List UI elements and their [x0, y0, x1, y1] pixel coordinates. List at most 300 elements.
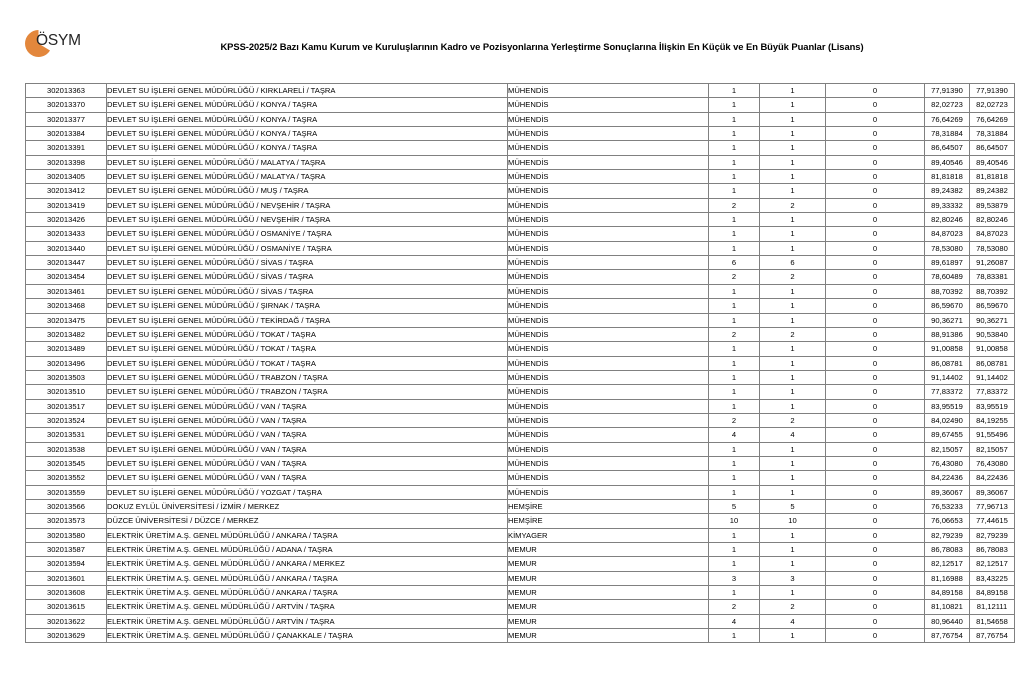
cell-en-buyuk-puan: 84,22436 [970, 471, 1015, 485]
cell-kurum: DEVLET SU İŞLERİ GENEL MÜDÜRLÜĞÜ / TRABZON / TAŞRA [107, 385, 508, 399]
cell-kontenjan: 4 [709, 428, 760, 442]
cell-yerlesen: 1 [760, 456, 826, 470]
cell-unvan: MÜHENDİS [508, 241, 709, 255]
cell-unvan: MÜHENDİS [508, 370, 709, 384]
cell-yerlesen: 1 [760, 557, 826, 571]
table-row [26, 284, 1015, 298]
cell-yerlesen: 1 [760, 586, 826, 600]
cell-bos: 0 [826, 557, 925, 571]
table-row [26, 586, 1015, 600]
cell-unvan: MÜHENDİS [508, 342, 709, 356]
cell-unvan: MÜHENDİS [508, 227, 709, 241]
cell-bos: 0 [826, 586, 925, 600]
table-row [26, 198, 1015, 212]
cell-en-buyuk-puan: 81,12111 [970, 600, 1015, 614]
cell-yerlesen: 1 [760, 528, 826, 542]
cell-en-buyuk-puan: 91,14402 [970, 370, 1015, 384]
table-row [26, 543, 1015, 557]
cell-kurum: DEVLET SU İŞLERİ GENEL MÜDÜRLÜĞÜ / MALATYA / TAŞRA [107, 170, 508, 184]
cell-en-kucuk-puan: 82,15057 [925, 442, 970, 456]
cell-kod: 302013510 [26, 385, 107, 399]
cell-en-buyuk-puan: 86,78083 [970, 543, 1015, 557]
cell-en-buyuk-puan: 82,80246 [970, 213, 1015, 227]
table-row [26, 614, 1015, 628]
cell-bos: 0 [826, 456, 925, 470]
cell-kurum: DEVLET SU İŞLERİ GENEL MÜDÜRLÜĞÜ / KONYA / TAŞRA [107, 98, 508, 112]
cell-en-buyuk-puan: 89,36067 [970, 485, 1015, 499]
table-row [26, 428, 1015, 442]
cell-en-buyuk-puan: 82,15057 [970, 442, 1015, 456]
table-row [26, 256, 1015, 270]
table-row [26, 313, 1015, 327]
cell-kurum: DEVLET SU İŞLERİ GENEL MÜDÜRLÜĞÜ / VAN / TAŞRA [107, 428, 508, 442]
table-row [26, 485, 1015, 499]
cell-bos: 0 [826, 256, 925, 270]
cell-unvan: MÜHENDİS [508, 213, 709, 227]
table-row [26, 213, 1015, 227]
cell-en-kucuk-puan: 82,80246 [925, 213, 970, 227]
table-row [26, 413, 1015, 427]
cell-kod: 302013363 [26, 84, 107, 98]
cell-kod: 302013594 [26, 557, 107, 571]
cell-kontenjan: 1 [709, 342, 760, 356]
cell-en-buyuk-puan: 86,08781 [970, 356, 1015, 370]
cell-unvan: MÜHENDİS [508, 399, 709, 413]
cell-yerlesen: 5 [760, 499, 826, 513]
table-row [26, 356, 1015, 370]
cell-yerlesen: 1 [760, 213, 826, 227]
cell-kod: 302013475 [26, 313, 107, 327]
table-row [26, 370, 1015, 384]
cell-kurum: DEVLET SU İŞLERİ GENEL MÜDÜRLÜĞÜ / VAN / TAŞRA [107, 471, 508, 485]
cell-bos: 0 [826, 514, 925, 528]
cell-bos: 0 [826, 600, 925, 614]
cell-bos: 0 [826, 629, 925, 643]
cell-en-kucuk-puan: 77,83372 [925, 385, 970, 399]
cell-kontenjan: 1 [709, 586, 760, 600]
cell-en-buyuk-puan: 78,31884 [970, 127, 1015, 141]
cell-kontenjan: 2 [709, 270, 760, 284]
page-title: KPSS-2025/2 Bazı Kamu Kurum ve Kuruluşlarının Kadro ve Pozisyonlarına Yerleştirme Sonuçlarına İlişkin En Küçük ve En Büyük Puanlar (Lisans) [220, 41, 864, 52]
cell-en-buyuk-puan: 86,59670 [970, 299, 1015, 313]
cell-en-kucuk-puan: 90,36271 [925, 313, 970, 327]
cell-kontenjan: 1 [709, 629, 760, 643]
cell-kurum: ELEKTRİK ÜRETİM A.Ş. GENEL MÜDÜRLÜĞÜ / ANKARA / MERKEZ [107, 557, 508, 571]
cell-yerlesen: 1 [760, 543, 826, 557]
cell-en-buyuk-puan: 77,96713 [970, 499, 1015, 513]
cell-unvan: MÜHENDİS [508, 413, 709, 427]
cell-kurum: ELEKTRİK ÜRETİM A.Ş. GENEL MÜDÜRLÜĞÜ / ARTVİN / TAŞRA [107, 614, 508, 628]
cell-kurum: DEVLET SU İŞLERİ GENEL MÜDÜRLÜĞÜ / OSMANİYE / TAŞRA [107, 227, 508, 241]
cell-bos: 0 [826, 155, 925, 169]
cell-kod: 302013391 [26, 141, 107, 155]
cell-kontenjan: 1 [709, 241, 760, 255]
cell-en-kucuk-puan: 89,33332 [925, 198, 970, 212]
cell-unvan: MEMUR [508, 571, 709, 585]
cell-kod: 302013440 [26, 241, 107, 255]
cell-yerlesen: 1 [760, 629, 826, 643]
table-row [26, 327, 1015, 341]
cell-kod: 302013384 [26, 127, 107, 141]
cell-unvan: MEMUR [508, 586, 709, 600]
cell-yerlesen: 1 [760, 284, 826, 298]
cell-bos: 0 [826, 184, 925, 198]
cell-bos: 0 [826, 370, 925, 384]
cell-bos: 0 [826, 299, 925, 313]
cell-en-buyuk-puan: 82,79239 [970, 528, 1015, 542]
cell-yerlesen: 1 [760, 155, 826, 169]
cell-en-buyuk-puan: 84,87023 [970, 227, 1015, 241]
cell-kod: 302013629 [26, 629, 107, 643]
cell-en-kucuk-puan: 89,61897 [925, 256, 970, 270]
table-row [26, 528, 1015, 542]
cell-kurum: DEVLET SU İŞLERİ GENEL MÜDÜRLÜĞÜ / KONYA / TAŞRA [107, 127, 508, 141]
cell-kod: 302013524 [26, 413, 107, 427]
cell-yerlesen: 1 [760, 227, 826, 241]
cell-en-kucuk-puan: 82,12517 [925, 557, 970, 571]
cell-bos: 0 [826, 471, 925, 485]
cell-unvan: MÜHENDİS [508, 327, 709, 341]
cell-unvan: MÜHENDİS [508, 313, 709, 327]
cell-bos: 0 [826, 227, 925, 241]
cell-yerlesen: 4 [760, 614, 826, 628]
table-row [26, 112, 1015, 126]
cell-kurum: DEVLET SU İŞLERİ GENEL MÜDÜRLÜĞÜ / SİVAS / TAŞRA [107, 256, 508, 270]
cell-yerlesen: 2 [760, 198, 826, 212]
cell-kontenjan: 1 [709, 543, 760, 557]
cell-en-buyuk-puan: 84,19255 [970, 413, 1015, 427]
cell-kontenjan: 1 [709, 184, 760, 198]
table-row [26, 456, 1015, 470]
cell-en-kucuk-puan: 76,06653 [925, 514, 970, 528]
cell-yerlesen: 2 [760, 327, 826, 341]
cell-en-kucuk-puan: 82,79239 [925, 528, 970, 542]
cell-en-kucuk-puan: 78,60489 [925, 270, 970, 284]
table-row [26, 155, 1015, 169]
table-row [26, 227, 1015, 241]
cell-kod: 302013405 [26, 170, 107, 184]
cell-kontenjan: 1 [709, 528, 760, 542]
cell-kontenjan: 1 [709, 213, 760, 227]
table-row [26, 442, 1015, 456]
table-row [26, 499, 1015, 513]
table-row [26, 557, 1015, 571]
cell-kurum: ELEKTRİK ÜRETİM A.Ş. GENEL MÜDÜRLÜĞÜ / ÇANAKKALE / TAŞRA [107, 629, 508, 643]
cell-en-kucuk-puan: 83,95519 [925, 399, 970, 413]
cell-en-kucuk-puan: 76,53233 [925, 499, 970, 513]
cell-en-buyuk-puan: 82,02723 [970, 98, 1015, 112]
cell-unvan: MÜHENDİS [508, 442, 709, 456]
cell-yerlesen: 1 [760, 485, 826, 499]
cell-kod: 302013419 [26, 198, 107, 212]
cell-kod: 302013601 [26, 571, 107, 585]
cell-kurum: DEVLET SU İŞLERİ GENEL MÜDÜRLÜĞÜ / KIRKLARELİ / TAŞRA [107, 84, 508, 98]
cell-unvan: MÜHENDİS [508, 471, 709, 485]
cell-bos: 0 [826, 284, 925, 298]
cell-kurum: ELEKTRİK ÜRETİM A.Ş. GENEL MÜDÜRLÜĞÜ / ANKARA / TAŞRA [107, 571, 508, 585]
cell-en-buyuk-puan: 91,55496 [970, 428, 1015, 442]
table-row [26, 299, 1015, 313]
cell-unvan: MÜHENDİS [508, 84, 709, 98]
cell-kontenjan: 1 [709, 127, 760, 141]
cell-kod: 302013377 [26, 112, 107, 126]
cell-bos: 0 [826, 356, 925, 370]
cell-unvan: MEMUR [508, 614, 709, 628]
cell-en-buyuk-puan: 76,64269 [970, 112, 1015, 126]
cell-yerlesen: 1 [760, 184, 826, 198]
cell-kod: 302013552 [26, 471, 107, 485]
cell-kurum: DEVLET SU İŞLERİ GENEL MÜDÜRLÜĞÜ / OSMANİYE / TAŞRA [107, 241, 508, 255]
cell-kod: 302013426 [26, 213, 107, 227]
cell-en-buyuk-puan: 78,83381 [970, 270, 1015, 284]
cell-unvan: MEMUR [508, 629, 709, 643]
cell-kurum: DEVLET SU İŞLERİ GENEL MÜDÜRLÜĞÜ / TOKAT / TAŞRA [107, 327, 508, 341]
cell-en-kucuk-puan: 78,31884 [925, 127, 970, 141]
cell-en-buyuk-puan: 87,76754 [970, 629, 1015, 643]
table-row [26, 629, 1015, 643]
cell-kurum: DEVLET SU İŞLERİ GENEL MÜDÜRLÜĞÜ / MALATYA / TAŞRA [107, 155, 508, 169]
cell-yerlesen: 1 [760, 342, 826, 356]
cell-kurum: DEVLET SU İŞLERİ GENEL MÜDÜRLÜĞÜ / NEVŞEHİR / TAŞRA [107, 213, 508, 227]
cell-en-kucuk-puan: 89,36067 [925, 485, 970, 499]
table-row [26, 270, 1015, 284]
cell-en-kucuk-puan: 88,70392 [925, 284, 970, 298]
cell-yerlesen: 1 [760, 442, 826, 456]
cell-unvan: HEMŞİRE [508, 499, 709, 513]
cell-kontenjan: 1 [709, 155, 760, 169]
cell-kontenjan: 1 [709, 399, 760, 413]
cell-unvan: MÜHENDİS [508, 155, 709, 169]
cell-kod: 302013454 [26, 270, 107, 284]
cell-kontenjan: 1 [709, 284, 760, 298]
table-row [26, 84, 1015, 98]
cell-bos: 0 [826, 342, 925, 356]
cell-kurum: DOKUZ EYLÜL ÜNİVERSİTESİ / İZMİR / MERKEZ [107, 499, 508, 513]
cell-en-buyuk-puan: 77,44615 [970, 514, 1015, 528]
cell-en-buyuk-puan: 77,83372 [970, 385, 1015, 399]
cell-kurum: DEVLET SU İŞLERİ GENEL MÜDÜRLÜĞÜ / VAN / TAŞRA [107, 442, 508, 456]
document-header [0, 0, 1024, 62]
cell-kod: 302013538 [26, 442, 107, 456]
cell-bos: 0 [826, 614, 925, 628]
cell-kontenjan: 1 [709, 471, 760, 485]
table-row [26, 385, 1015, 399]
cell-unvan: MEMUR [508, 600, 709, 614]
cell-en-kucuk-puan: 86,64507 [925, 141, 970, 155]
cell-en-buyuk-puan: 91,26087 [970, 256, 1015, 270]
cell-en-buyuk-puan: 90,36271 [970, 313, 1015, 327]
cell-kod: 302013615 [26, 600, 107, 614]
cell-kurum: DEVLET SU İŞLERİ GENEL MÜDÜRLÜĞÜ / KONYA / TAŞRA [107, 141, 508, 155]
cell-unvan: MÜHENDİS [508, 256, 709, 270]
cell-unvan: MEMUR [508, 557, 709, 571]
cell-bos: 0 [826, 499, 925, 513]
cell-en-buyuk-puan: 91,00858 [970, 342, 1015, 356]
cell-bos: 0 [826, 442, 925, 456]
cell-en-buyuk-puan: 88,70392 [970, 284, 1015, 298]
cell-kod: 302013468 [26, 299, 107, 313]
cell-kurum: DEVLET SU İŞLERİ GENEL MÜDÜRLÜĞÜ / VAN / TAŞRA [107, 413, 508, 427]
table-row [26, 571, 1015, 585]
cell-kontenjan: 5 [709, 499, 760, 513]
cell-en-buyuk-puan: 90,53840 [970, 327, 1015, 341]
cell-unvan: MÜHENDİS [508, 356, 709, 370]
cell-kontenjan: 1 [709, 356, 760, 370]
cell-unvan: MÜHENDİS [508, 284, 709, 298]
cell-kurum: DÜZCE ÜNİVERSİTESİ / DÜZCE / MERKEZ [107, 514, 508, 528]
cell-kontenjan: 1 [709, 141, 760, 155]
cell-unvan: MÜHENDİS [508, 98, 709, 112]
cell-unvan: MÜHENDİS [508, 141, 709, 155]
table-row [26, 184, 1015, 198]
cell-kurum: DEVLET SU İŞLERİ GENEL MÜDÜRLÜĞÜ / MUŞ / TAŞRA [107, 184, 508, 198]
cell-bos: 0 [826, 84, 925, 98]
cell-en-kucuk-puan: 76,43080 [925, 456, 970, 470]
cell-kontenjan: 1 [709, 299, 760, 313]
table-row [26, 342, 1015, 356]
cell-kontenjan: 2 [709, 413, 760, 427]
cell-unvan: MÜHENDİS [508, 127, 709, 141]
table-row [26, 241, 1015, 255]
cell-unvan: MÜHENDİS [508, 385, 709, 399]
cell-yerlesen: 3 [760, 571, 826, 585]
cell-unvan: MÜHENDİS [508, 428, 709, 442]
cell-yerlesen: 1 [760, 385, 826, 399]
cell-bos: 0 [826, 485, 925, 499]
cell-en-buyuk-puan: 82,12517 [970, 557, 1015, 571]
cell-en-kucuk-puan: 81,16988 [925, 571, 970, 585]
cell-kod: 302013622 [26, 614, 107, 628]
cell-en-kucuk-puan: 82,02723 [925, 98, 970, 112]
cell-en-kucuk-puan: 89,24382 [925, 184, 970, 198]
cell-unvan: MÜHENDİS [508, 485, 709, 499]
cell-bos: 0 [826, 528, 925, 542]
table-row [26, 141, 1015, 155]
cell-unvan: MÜHENDİS [508, 270, 709, 284]
cell-en-kucuk-puan: 91,00858 [925, 342, 970, 356]
cell-kod: 302013496 [26, 356, 107, 370]
cell-kurum: DEVLET SU İŞLERİ GENEL MÜDÜRLÜĞÜ / VAN / TAŞRA [107, 399, 508, 413]
cell-bos: 0 [826, 313, 925, 327]
table-row [26, 471, 1015, 485]
cell-en-kucuk-puan: 87,76754 [925, 629, 970, 643]
cell-kontenjan: 10 [709, 514, 760, 528]
cell-kurum: DEVLET SU İŞLERİ GENEL MÜDÜRLÜĞÜ / TEKİRDAĞ / TAŞRA [107, 313, 508, 327]
cell-yerlesen: 1 [760, 84, 826, 98]
cell-en-kucuk-puan: 91,14402 [925, 370, 970, 384]
cell-en-kucuk-puan: 84,87023 [925, 227, 970, 241]
cell-kontenjan: 1 [709, 98, 760, 112]
cell-en-kucuk-puan: 86,78083 [925, 543, 970, 557]
cell-yerlesen: 6 [760, 256, 826, 270]
results-table [25, 83, 1015, 643]
cell-unvan: MÜHENDİS [508, 456, 709, 470]
cell-kod: 302013580 [26, 528, 107, 542]
cell-bos: 0 [826, 213, 925, 227]
cell-kurum: ELEKTRİK ÜRETİM A.Ş. GENEL MÜDÜRLÜĞÜ / ADANA / TAŞRA [107, 543, 508, 557]
cell-unvan: MÜHENDİS [508, 112, 709, 126]
cell-yerlesen: 10 [760, 514, 826, 528]
cell-bos: 0 [826, 399, 925, 413]
cell-unvan: MEMUR [508, 543, 709, 557]
cell-kurum: DEVLET SU İŞLERİ GENEL MÜDÜRLÜĞÜ / TRABZON / TAŞRA [107, 370, 508, 384]
cell-en-kucuk-puan: 77,91390 [925, 84, 970, 98]
cell-yerlesen: 1 [760, 471, 826, 485]
cell-en-buyuk-puan: 89,24382 [970, 184, 1015, 198]
table-row [26, 399, 1015, 413]
cell-unvan: KİMYAGER [508, 528, 709, 542]
cell-yerlesen: 1 [760, 299, 826, 313]
cell-kontenjan: 1 [709, 442, 760, 456]
cell-en-buyuk-puan: 86,64507 [970, 141, 1015, 155]
cell-kurum: DEVLET SU İŞLERİ GENEL MÜDÜRLÜĞÜ / NEVŞEHİR / TAŞRA [107, 198, 508, 212]
cell-kontenjan: 1 [709, 170, 760, 184]
cell-kurum: DEVLET SU İŞLERİ GENEL MÜDÜRLÜĞÜ / TOKAT / TAŞRA [107, 342, 508, 356]
cell-bos: 0 [826, 198, 925, 212]
cell-yerlesen: 1 [760, 98, 826, 112]
cell-unvan: HEMŞİRE [508, 514, 709, 528]
cell-bos: 0 [826, 98, 925, 112]
cell-en-kucuk-puan: 76,64269 [925, 112, 970, 126]
cell-en-buyuk-puan: 81,81818 [970, 170, 1015, 184]
cell-en-kucuk-puan: 84,02490 [925, 413, 970, 427]
cell-en-buyuk-puan: 84,89158 [970, 586, 1015, 600]
cell-en-buyuk-puan: 83,43225 [970, 571, 1015, 585]
cell-yerlesen: 4 [760, 428, 826, 442]
osym-logo-text: ÖSYM [36, 32, 81, 49]
cell-en-kucuk-puan: 78,53080 [925, 241, 970, 255]
cell-en-kucuk-puan: 88,91386 [925, 327, 970, 341]
cell-kod: 302013447 [26, 256, 107, 270]
cell-bos: 0 [826, 413, 925, 427]
cell-kod: 302013573 [26, 514, 107, 528]
cell-en-buyuk-puan: 81,54658 [970, 614, 1015, 628]
cell-en-kucuk-puan: 81,10821 [925, 600, 970, 614]
cell-kod: 302013489 [26, 342, 107, 356]
table-row [26, 600, 1015, 614]
cell-bos: 0 [826, 270, 925, 284]
cell-kod: 302013559 [26, 485, 107, 499]
cell-unvan: MÜHENDİS [508, 198, 709, 212]
table-row [26, 127, 1015, 141]
cell-kurum: ELEKTRİK ÜRETİM A.Ş. GENEL MÜDÜRLÜĞÜ / ANKARA / TAŞRA [107, 528, 508, 542]
cell-kod: 302013482 [26, 327, 107, 341]
cell-kurum: DEVLET SU İŞLERİ GENEL MÜDÜRLÜĞÜ / KONYA / TAŞRA [107, 112, 508, 126]
cell-bos: 0 [826, 127, 925, 141]
cell-kod: 302013461 [26, 284, 107, 298]
cell-en-buyuk-puan: 77,91390 [970, 84, 1015, 98]
cell-kurum: DEVLET SU İŞLERİ GENEL MÜDÜRLÜĞÜ / SİVAS / TAŞRA [107, 284, 508, 298]
cell-yerlesen: 1 [760, 241, 826, 255]
results-table-container [25, 83, 1006, 643]
table-row [26, 170, 1015, 184]
cell-yerlesen: 2 [760, 600, 826, 614]
cell-kod: 302013433 [26, 227, 107, 241]
cell-kontenjan: 4 [709, 614, 760, 628]
cell-kontenjan: 1 [709, 557, 760, 571]
cell-kontenjan: 1 [709, 112, 760, 126]
cell-yerlesen: 1 [760, 356, 826, 370]
cell-kontenjan: 2 [709, 600, 760, 614]
cell-bos: 0 [826, 385, 925, 399]
cell-kontenjan: 6 [709, 256, 760, 270]
cell-yerlesen: 1 [760, 141, 826, 155]
cell-unvan: MÜHENDİS [508, 170, 709, 184]
cell-bos: 0 [826, 112, 925, 126]
cell-bos: 0 [826, 543, 925, 557]
cell-en-buyuk-puan: 89,40546 [970, 155, 1015, 169]
cell-kurum: DEVLET SU İŞLERİ GENEL MÜDÜRLÜĞÜ / ŞIRNAK / TAŞRA [107, 299, 508, 313]
